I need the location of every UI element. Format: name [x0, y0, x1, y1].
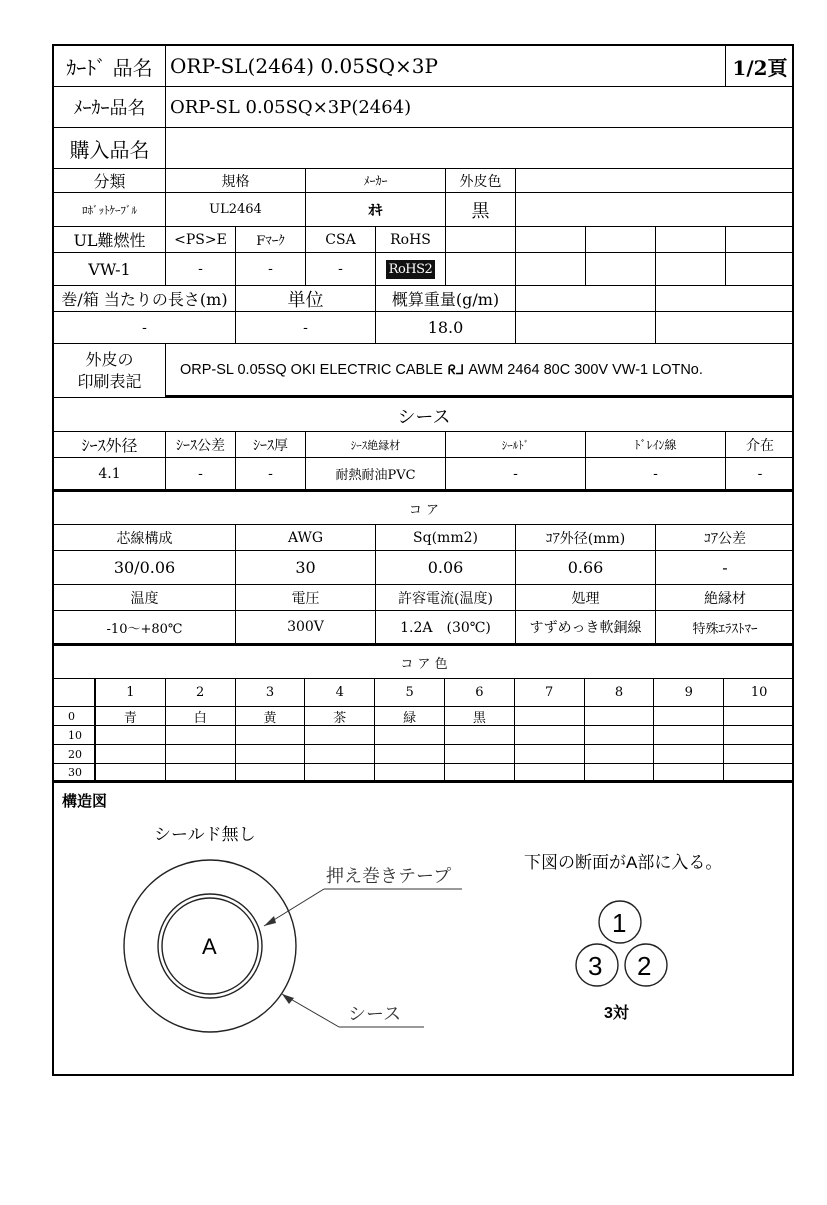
color-column-header: 5: [375, 679, 445, 707]
sheath-insulation-header: ｼｰｽ絶縁材: [306, 432, 446, 458]
color-cell: [585, 707, 655, 726]
purchase-name-label: 購入品名: [54, 128, 166, 169]
core-color-title: コ ア 色: [54, 646, 794, 679]
card-name-value: ORP-SL(2464) 0.05SQ×3P: [166, 46, 726, 87]
color-column-header: 10: [724, 679, 794, 707]
color-cell: [724, 707, 794, 726]
tape-label: 押え巻きテープ: [326, 866, 452, 886]
flame-retardance-header: UL難燃性: [54, 227, 166, 253]
blank-cell: [516, 227, 586, 253]
core-3-label: 3: [588, 951, 603, 981]
color-cell: [166, 745, 236, 764]
color-cell: [585, 745, 655, 764]
color-column-header: 6: [445, 679, 515, 707]
tape-arrowhead: [264, 916, 276, 926]
blank-cell: [656, 227, 726, 253]
maker-value: ｵｷ: [306, 193, 446, 227]
pse-header: <PS>E: [166, 227, 236, 253]
awg-value: 30: [236, 551, 376, 585]
sheath-insulation-value: 耐熱耐油PVC: [306, 458, 446, 492]
color-cell: [445, 726, 515, 745]
color-cell: [166, 726, 236, 745]
color-cell: [96, 726, 166, 745]
color-cell: [724, 764, 794, 783]
core-od-header: ｺｱ外径(mm): [516, 525, 656, 551]
sheath-od-value: 4.1: [54, 458, 166, 492]
rohs2-badge: RoHS2: [386, 260, 436, 279]
color-cell: [515, 707, 585, 726]
core-tolerance-value: -: [656, 551, 794, 585]
shield-header: ｼｰﾙﾄﾞ: [446, 432, 586, 458]
color-cell: [445, 764, 515, 783]
drain-wire-value: -: [586, 458, 726, 492]
conductor-construction-value: 30/0.06: [54, 551, 236, 585]
shield-value: -: [446, 458, 586, 492]
blank-cell: [656, 286, 794, 312]
flame-retardance-value: VW-1: [54, 253, 166, 286]
maker-name-label: ﾒｰｶｰ品名: [54, 87, 166, 128]
maker-header: ﾒｰｶｰ: [306, 169, 446, 193]
blank-cell: [726, 253, 794, 286]
print-label-line2: 印刷表記: [77, 371, 142, 391]
color-row-label: 0: [54, 707, 96, 726]
voltage-header: 電圧: [236, 585, 376, 611]
sq-value: 0.06: [376, 551, 516, 585]
color-cell: [654, 726, 724, 745]
color-cell: [305, 745, 375, 764]
color-column-header: 4: [305, 679, 375, 707]
core-color-table: [54, 679, 794, 783]
filler-value: -: [726, 458, 794, 492]
sq-header: Sq(mm2): [376, 525, 516, 551]
pse-value: -: [166, 253, 236, 286]
purchase-name-value: [166, 128, 794, 169]
csa-header: CSA: [306, 227, 376, 253]
csa-value: -: [306, 253, 376, 286]
color-cell: [236, 745, 306, 764]
sheath-arrowhead: [282, 994, 294, 1004]
print-text: [166, 344, 794, 398]
unit-value: -: [236, 312, 376, 344]
color-cell: [375, 745, 445, 764]
blank-cell: [446, 253, 516, 286]
blank-cell: [656, 253, 726, 286]
section-note: 下図の断面がA部に入る。: [524, 853, 723, 872]
treatment-header: 処理: [516, 585, 656, 611]
color-cell: [724, 726, 794, 745]
filler-header: 介在: [726, 432, 794, 458]
core-title: コ ア: [54, 492, 794, 525]
drain-wire-header: ﾄﾞﾚｲﾝ線: [586, 432, 726, 458]
color-cell: [445, 745, 515, 764]
pair-label: 3対: [604, 1005, 629, 1022]
length-per-reel-value: -: [54, 312, 236, 344]
treatment-value: すずめっき軟銅線: [516, 611, 656, 646]
color-row-label: 30: [54, 764, 96, 783]
blank-cell: [726, 227, 794, 253]
allowable-current-value: 1.2A (30℃): [376, 611, 516, 646]
no-shield-label: シールド無し: [154, 825, 256, 844]
blank-cell: [516, 253, 586, 286]
color-column-header: 1: [96, 679, 166, 707]
color-cell: [654, 764, 724, 783]
sheath-title: シース: [54, 401, 794, 432]
blank-cell: [446, 227, 516, 253]
color-cell: [375, 764, 445, 783]
color-cell: [654, 707, 724, 726]
jacket-color-header: 外皮色: [446, 169, 516, 193]
color-cell: [515, 745, 585, 764]
color-row-label: 10: [54, 726, 96, 745]
voltage-value: 300V: [236, 611, 376, 646]
color-cell: [375, 726, 445, 745]
temperature-value: -10～+80℃: [54, 611, 236, 646]
weight-header: 概算重量(g/m): [376, 286, 516, 312]
color-cell: [236, 764, 306, 783]
blank-cell: [586, 253, 656, 286]
color-cell: [585, 764, 655, 783]
structure-title: 構造図: [62, 793, 108, 810]
classification-value: ﾛﾎﾞｯﾄｹｰﾌﾞﾙ: [54, 193, 166, 227]
sheath-od-header: ｼｰｽ外径: [54, 432, 166, 458]
core-od-value: 0.66: [516, 551, 656, 585]
color-cell: [305, 726, 375, 745]
insulation-header: 絶縁材: [656, 585, 794, 611]
color-cell: 白: [166, 707, 236, 726]
color-cell: [236, 726, 306, 745]
color-cell: [166, 764, 236, 783]
card-name-label: ｶｰﾄﾞ 品名: [54, 46, 166, 87]
sheath-tolerance-header: ｼｰｽ公差: [166, 432, 236, 458]
color-cell: [305, 764, 375, 783]
conductor-construction-header: 芯線構成: [54, 525, 236, 551]
spec-sheet: [52, 44, 794, 1076]
page-number: 1/2頁: [726, 46, 794, 87]
color-cell: 黒: [445, 707, 515, 726]
color-column-header: 2: [166, 679, 236, 707]
color-cell: 青: [96, 707, 166, 726]
insulation-value: 特殊ｴﾗｽﾄﾏｰ: [656, 611, 794, 646]
ul-mark-icon: ᖇᒧ: [447, 361, 464, 377]
color-column-header: 7: [515, 679, 585, 707]
color-cell: [515, 726, 585, 745]
color-cell: [585, 726, 655, 745]
blank-cell: [516, 169, 794, 193]
rohs-value-cell: [376, 253, 446, 286]
rohs-header: RoHS: [376, 227, 446, 253]
unit-header: 単位: [236, 286, 376, 312]
structure-section: [54, 786, 794, 1076]
jacket-color-value: 黒: [446, 193, 516, 227]
color-column-header: 3: [236, 679, 306, 707]
sheath-tolerance-value: -: [166, 458, 236, 492]
standard-value: UL2464: [166, 193, 306, 227]
center-a-label: A: [202, 934, 217, 959]
f-mark-value: -: [236, 253, 306, 286]
bottom-double-rule: [52, 1074, 794, 1075]
sheath-thickness-header: ｼｰｽ厚: [236, 432, 306, 458]
color-cell: [654, 745, 724, 764]
print-label: [54, 344, 166, 398]
awg-header: AWG: [236, 525, 376, 551]
weight-value: 18.0: [376, 312, 516, 344]
temperature-header: 温度: [54, 585, 236, 611]
maker-name-value: ORP-SL 0.05SQ×3P(2464): [166, 87, 794, 128]
sheath-thickness-value: -: [236, 458, 306, 492]
color-column-header: 8: [585, 679, 655, 707]
sheath-label: シース: [348, 1004, 402, 1024]
print-text-before: ORP-SL 0.05SQ OKI ELECTRIC CABLE: [180, 361, 443, 378]
color-cell: [724, 745, 794, 764]
structure-diagram: [54, 786, 794, 1076]
core-2-label: 2: [637, 951, 652, 981]
core-tolerance-header: ｺｱ公差: [656, 525, 794, 551]
blank-cell: [516, 286, 656, 312]
color-cell: 黄: [236, 707, 306, 726]
color-cell: 茶: [305, 707, 375, 726]
print-label-line1: 外皮の: [85, 349, 134, 369]
blank-cell: [586, 227, 656, 253]
color-column-header: 9: [654, 679, 724, 707]
core-1-label: 1: [612, 908, 627, 938]
blank-cell: [656, 312, 794, 344]
color-cell: 緑: [375, 707, 445, 726]
standard-header: 規格: [166, 169, 306, 193]
color-row-label: 20: [54, 745, 96, 764]
color-corner-cell: [54, 679, 96, 707]
allowable-current-header: 許容電流(温度): [376, 585, 516, 611]
classification-header: 分類: [54, 169, 166, 193]
color-cell: [515, 764, 585, 783]
color-cell: [96, 745, 166, 764]
blank-cell: [516, 193, 794, 227]
length-per-reel-header: 巻/箱 当たりの長さ(m): [54, 286, 236, 312]
print-text-after: AWM 2464 80C 300V VW-1 LOTNo.: [468, 361, 703, 378]
color-cell: [96, 764, 166, 783]
blank-cell: [516, 312, 656, 344]
f-mark-header: Fﾏｰｸ: [236, 227, 306, 253]
